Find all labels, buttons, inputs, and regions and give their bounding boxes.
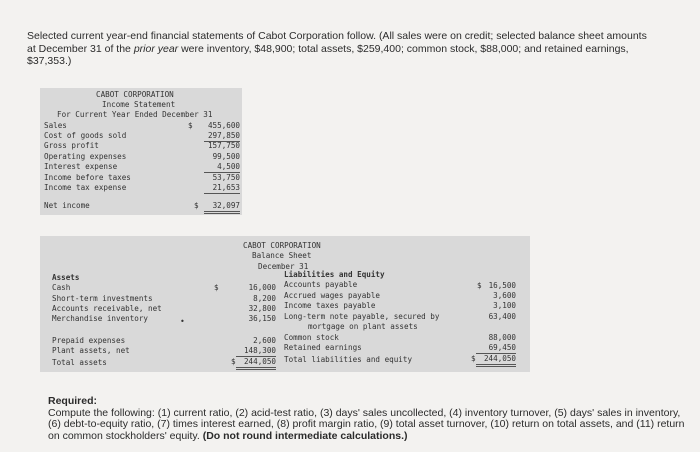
bs-asset-bullet: •	[180, 317, 185, 326]
bs-liab-label: Income taxes payable	[284, 301, 376, 310]
required-line-2: (6) debt-to-equity ratio, (7) times interest earned, (8) profit margin ratio, (9) total asset turnover, (10) return on total assets, and (11) return	[48, 418, 685, 431]
bs-asset-label: Merchandise inventory	[52, 314, 149, 323]
bs-dollar: $	[231, 357, 236, 366]
bs-asset-label: Plant assets, net	[52, 346, 130, 355]
bs-asset-value: 148,300	[236, 346, 276, 357]
is-dollar: $	[188, 121, 193, 130]
bs-asset-value: 244,050	[236, 357, 276, 370]
is-row-value: 297,850	[204, 131, 240, 142]
is-dollar: $	[194, 201, 199, 210]
bs-liab-label: Common stock	[284, 333, 339, 342]
required-note: (Do not round intermediate calculations.)	[202, 429, 408, 442]
bs-liab-label: Accrued wages payable	[284, 291, 381, 300]
bs-title: Balance Sheet	[252, 251, 312, 260]
bs-liab-label: mortgage on plant assets	[308, 322, 418, 331]
bs-liab-value: 69,450	[476, 343, 516, 354]
is-row-label: Gross profit	[44, 141, 99, 150]
problem-intro	[27, 30, 677, 68]
bs-liab-value: 244,050	[476, 354, 516, 367]
is-row-label: Income tax expense	[44, 183, 127, 192]
bs-liab-label: Long-term note payable, secured by	[284, 312, 440, 321]
bs-asset-value: 2,600	[253, 336, 276, 345]
is-row-value: 32,097	[204, 201, 240, 214]
bs-asset-value: 36,150	[248, 314, 276, 323]
is-row-value: 99,500	[212, 152, 240, 161]
required-heading: Required:	[48, 395, 98, 407]
bs-liab-header: Liabilities and Equity	[284, 270, 385, 279]
intro-line-3: $37,353.)	[27, 55, 72, 67]
bs-asset-label: Prepaid expenses	[52, 336, 126, 345]
bs-assets-header: Assets	[52, 273, 80, 282]
is-row-label: Operating expenses	[44, 152, 127, 161]
bs-liab-value: 3,100	[493, 301, 516, 310]
bs-liab-label: Retained earnings	[284, 343, 362, 352]
is-row-label: Cost of goods sold	[44, 131, 127, 140]
bs-liab-value: 88,000	[488, 333, 516, 342]
is-row-value: 157,750	[207, 141, 240, 150]
bs-liab-value: 3,600	[493, 291, 516, 300]
bs-asset-label: Total assets	[52, 358, 107, 367]
bs-asset-value: 32,800	[248, 304, 276, 313]
bs-dollar: $	[471, 354, 476, 363]
is-row-label: Interest expense	[44, 162, 118, 171]
is-row-value: 53,750	[212, 173, 240, 182]
bs-asset-label: Cash	[52, 283, 71, 292]
bs-asset-value: 8,200	[253, 294, 276, 303]
is-row-value: 21,653	[204, 183, 240, 194]
is-row-label: Income before taxes	[44, 173, 131, 182]
bs-asset-label: Short-term investments	[52, 294, 153, 303]
required-line-3: on common stockholders' equity. (Do not round intermediate calculations.)	[48, 429, 408, 442]
bs-company: CABOT CORPORATION	[243, 241, 321, 250]
bs-liab-value: 16,500	[488, 281, 516, 290]
intro-prior-year: prior year	[133, 42, 179, 55]
intro-line-1: Selected current year-end financial statements of Cabot Corporation follow. (All sales were on credit; selected balance sheet amounts	[27, 30, 647, 42]
bs-dollar: $	[477, 281, 482, 290]
balance-sheet	[40, 236, 530, 372]
bs-asset-label: Accounts receivable, net	[52, 304, 162, 313]
bs-liab-label: Accounts payable	[284, 280, 358, 289]
is-period: For Current Year Ended December 31	[57, 110, 213, 119]
required-line-1: Compute the following: (1) current ratio, (2) acid-test ratio, (3) days' sales uncollected, (4) inventory turnover, (5) days' sales in inventory,	[48, 406, 681, 419]
income-statement	[40, 88, 242, 215]
bs-liab-label: Total liabilities and equity	[284, 355, 413, 364]
is-row-value: 4,500	[204, 162, 240, 173]
is-row-value: 455,600	[207, 121, 240, 130]
bs-liab-value: 63,400	[488, 312, 516, 321]
is-title: Income Statement	[102, 100, 176, 109]
bs-asset-value: 16,000	[248, 283, 276, 292]
bs-dollar: $	[214, 283, 219, 292]
is-row-label: Net income	[44, 201, 90, 210]
intro-line-2: at December 31 of the prior year were inventory, $48,900; total assets, $259,400; common stock, $88,000; and retained earnings,	[27, 42, 629, 55]
bs-date: December 31	[258, 262, 309, 271]
is-company: CABOT CORPORATION	[96, 90, 174, 99]
required-section	[48, 396, 688, 442]
is-row-label: Sales	[44, 121, 67, 130]
